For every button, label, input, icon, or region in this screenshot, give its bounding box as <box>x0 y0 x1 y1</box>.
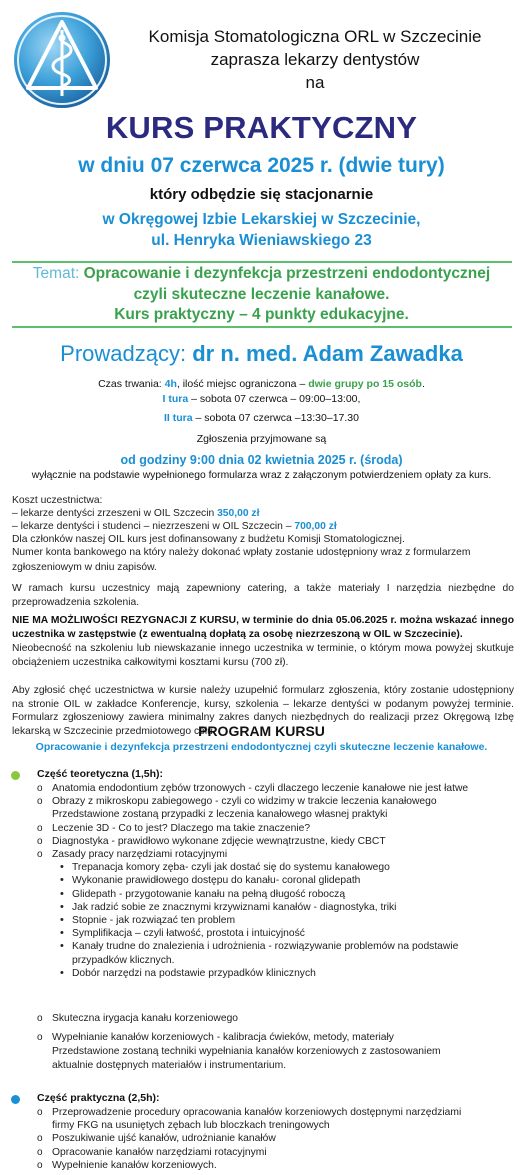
list-item <box>37 1132 517 1145</box>
duration-groups: dwie grupy po 15 osób <box>308 378 422 390</box>
practice-heading: Część praktyczna (2,5h): <box>37 1092 160 1104</box>
theory-sub-item-8: Dobór narzędzi na podstawie przypadków klinicznych <box>72 967 316 979</box>
tura-1-label: I tura <box>162 393 189 405</box>
na-line: na <box>305 73 325 92</box>
list-item <box>60 901 517 914</box>
practice-item-3: Opracowanie kanałów narzędziami rotacyjnymi <box>52 1146 267 1158</box>
course-place-1: w Okręgowej Izbie Lekarskiej w Szczecinie, <box>102 211 421 228</box>
practice-item-1: Przeprowadzenie procedury opracowania kanałów korzeniowych dostępnymi narzędziami <box>52 1107 462 1118</box>
practice-bullet-icon <box>11 1095 20 1104</box>
theory-sub-item-2: Wykonanie prawidłowego dostępu do kanału- coronal glidepath <box>72 875 361 887</box>
theory-sub-item-1: Trepanacja komory zęba- czyli jak dostać się do systemu kanałowego <box>72 862 390 874</box>
divider-bottom <box>12 326 512 328</box>
theory-sub-item-3: Glidepath - przygotowanie kanału na pełną długość roboczą <box>72 888 346 900</box>
cost-account-1: Numer konta bankowego na który należy dokonać wpłaty zostanie udostępniony wraz z formularzem <box>12 547 471 558</box>
theory-item-6: Skuteczna irygacja kanału korzeniowego <box>52 1013 239 1024</box>
applications-date: od godziny 9:00 dnia 02 kwietnia 2025 r. (środa) <box>120 453 403 467</box>
medical-caduceus-logo-icon <box>12 10 112 110</box>
theory-item-1: Anatomia endodontium zębów trzonowych - czyli dlaczego leczenie kanałowe nie jest łatwe <box>52 783 469 794</box>
cost-item-2 <box>12 520 514 534</box>
tura-2-label: II tura <box>164 412 193 424</box>
topic-line-1 <box>0 264 523 284</box>
course-mode: który odbędzie się stacjonarnie <box>149 186 374 203</box>
practice-item-2: Poszukiwanie ujść kanałów, udrożnianie kanałów <box>52 1133 276 1145</box>
list-item <box>60 861 517 874</box>
theory-item-7-cont-1: Przedstawione zostaną techniki wypełniania kanałów korzeniowych z zastosowaniem <box>52 1046 441 1057</box>
tura-2-text: – sobota 07 czerwca –13:30–17.30 <box>192 412 359 424</box>
theory-item-2-cont: Przedstawione zostaną przypadki z leczenia kanałowego własnej praktyki <box>52 809 388 821</box>
cost-item-1-text: – lekarze dentyści zrzeszeni w OIL Szczecin <box>12 508 218 519</box>
list-item <box>60 967 517 980</box>
cost-item-1-price: 350,00 zł <box>217 508 260 519</box>
resignation-warning: NIE MA MOŻLIWOŚCI REZYGNACJI Z KURSU, w terminie do dnia 05.06.2025 r. można wskazać innego uczestnika w zastępstwie (z ewentualną dopłatą za osobę niezrzeszoną w OIL w Szczecinie). <box>12 615 514 640</box>
practice-list <box>37 1106 517 1172</box>
course-place-2: ul. Henryka Wieniawskiego 23 <box>151 232 372 249</box>
theory-item-7: Wypełnianie kanałów korzeniowych - kalibracja ćwieków, metody, materiały <box>52 1032 394 1043</box>
cost-account-2: zgłoszeniowym w dniu zapisów. <box>12 562 157 573</box>
topic-line-2: czyli skuteczne leczenie kanałowe. <box>133 286 390 303</box>
course-date: w dniu 07 czerwca 2025 r. (dwie tury) <box>78 154 445 177</box>
list-item <box>37 782 517 795</box>
list-item <box>37 1031 517 1073</box>
list-item <box>37 822 517 835</box>
list-item <box>37 835 517 848</box>
resignation-note: Nieobecność na szkoleniu lub niewskazanie innego uczestnika w terminie, o którym mowa powyżej skutkuje obciążeniem uczestnika całkowitymi kosztami kursu (700 zł). <box>12 643 514 668</box>
organizer-line: Komisja Stomatologiczna ORL w Szczecinie <box>148 27 482 46</box>
cost-item-1 <box>12 507 514 521</box>
tura-2 <box>0 410 523 427</box>
applications-note: wyłącznie na podstawie wypełnionego formularza wraz z załączonym potwierdzeniem opłaty za kurs. <box>31 470 492 481</box>
lecturer-name: dr n. med. Adam Zawadka <box>192 341 463 366</box>
theory-item-5: Zasady pracy narzędziami rotacyjnymi <box>52 849 228 861</box>
topic-line-3: Kurs praktyczny – 4 punkty edukacyjne. <box>114 306 409 323</box>
duration-pre: Czas trwania: <box>98 378 165 390</box>
list-item <box>37 795 517 821</box>
catering-note: W ramach kursu uczestnicy mają zapewniony catering, a także materiały I narzędzia niezbędne do przeprowadzenia szkolenia. <box>12 583 514 608</box>
list-item <box>37 1012 517 1025</box>
signup-note: Aby zgłosić chęć uczestnictwa w kursie należy uzupełnić formularz zgłoszenia, który zostanie udostępniony na stronie OIL w zakładce Konferencje, kursy, szkolenia – lekarze dentyści w podanym powyżej terminie. Formularz zgłoszeniowy zawiera minimalny zakres danych niezbędnych do realizacji przez Okręgową Izbę lekarską w Szczecinie przedmiotowego celu. <box>12 685 514 737</box>
list-item <box>37 1146 517 1159</box>
list-item <box>60 914 517 927</box>
list-item <box>37 848 517 980</box>
theory-bullet-icon <box>11 771 20 780</box>
theory-sub-item-7: Kanały trudne do znalezienia i udrożnienia - rozwiązywanie problemów na podstawie <box>72 941 459 953</box>
theory-item-3: Leczenie 3D - Co to jest? Dlaczego ma takie znaczenie? <box>52 822 311 834</box>
theory-list-cont <box>37 1012 517 1025</box>
theory-item-4: Diagnostyka - prawidłowo wykonane zdjęcie wewnątrzustne, kiedy CBCT <box>52 835 386 847</box>
divider-top <box>12 261 512 263</box>
topic-text-1: Opracowanie i dezynfekcja przestrzeni endodontycznej <box>83 265 491 282</box>
practice-item-1-cont: firmy FKG na usuniętych zębach lub bloczkach treningowych <box>52 1120 330 1132</box>
topic-label: Temat: <box>32 265 80 282</box>
tura-1-text: – sobota 07 czerwca – 09:00–13:00, <box>188 393 361 405</box>
program-subheading: Opracowanie i dezynfekcja przestrzeni endodontycznej czyli skuteczne leczenie kanałowe. <box>35 741 488 753</box>
theory-heading: Część teoretyczna (1,5h): <box>37 768 164 780</box>
cost-funding: Dla członków naszej OIL kurs jest dofinansowany z budżetu Komisji Stomatologicznej. <box>12 534 405 545</box>
lecturer-label: Prowadzący: <box>60 341 187 366</box>
list-item <box>60 874 517 887</box>
list-item <box>37 1159 517 1172</box>
theory-list-cont-2 <box>37 1031 517 1073</box>
duration-mid: , ilość miejsc ograniczona – <box>176 378 309 390</box>
list-item <box>60 888 517 901</box>
invite-line: zaprasza lekarzy dentystów <box>210 50 420 69</box>
theory-item-7-cont-2: aktualnie dostępnych materiałów i instrumentarium. <box>52 1060 287 1071</box>
duration-end: . <box>421 378 425 390</box>
theory-sub-item-4: Jak radzić sobie ze znacznymi krzywiznami kanałów - diagnostyka, triki <box>72 901 397 913</box>
list-item <box>37 1106 517 1132</box>
list-item <box>60 940 517 966</box>
lecturer <box>0 341 523 367</box>
theory-sub-item-7-cont: przypadków klicznych. <box>72 954 175 966</box>
cost-item-2-text: – lekarze dentyści i studenci – niezrzeszeni w OIL Szczecin – <box>12 521 295 532</box>
theory-list <box>37 782 517 980</box>
theory-sub-item-6: Symplifikacja – czyli łatwość, prostota i intuicyjność <box>72 928 305 940</box>
applications: Zgłoszenia przyjmowane są <box>196 433 327 445</box>
theory-sub-item-5: Stopnie - jak rozwiązać ten problem <box>72 915 236 927</box>
course-title: KURS PRAKTYCZNY <box>105 110 418 145</box>
theory-item-2: Obrazy z mikroskopu zabiegowego - czyli co widzimy w trakcie leczenia kanałowego <box>52 796 437 808</box>
cost-heading: Koszt uczestnictwa: <box>12 495 103 506</box>
duration-hours: 4h <box>164 378 177 390</box>
cost-item-2-price: 700,00 zł <box>294 521 337 532</box>
list-item <box>60 927 517 940</box>
practice-item-4: Wypełnienie kanałów korzeniowych. <box>52 1159 217 1171</box>
program-heading: PROGRAM KURSU <box>198 723 325 739</box>
tura-1 <box>0 391 523 408</box>
